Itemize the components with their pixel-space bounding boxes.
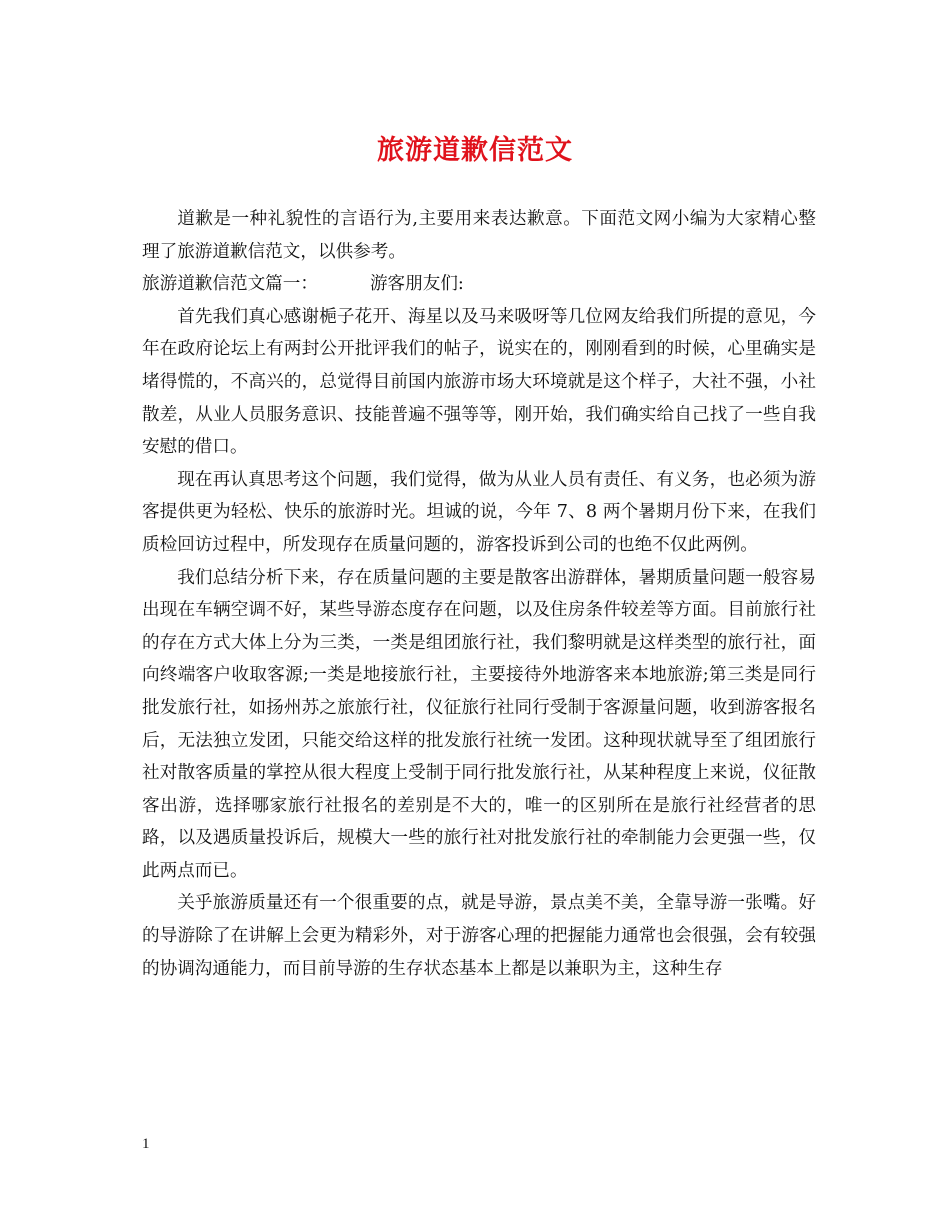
body-paragraph-4: 关乎旅游质量还有一个很重要的点，就是导游，景点美不美，全靠导游一张嘴。好的导游除了在讲解上会更为精彩外，对于游客心理的把握能力通常也会很强，会有较强的协调沟通能力，而目前导游的生存状态基本上都是以兼职为主，这种生存 [142, 893, 816, 979]
body-paragraph-1: 首先我们真心感谢梔子花开、海星以及马来吸呀等几位网友给我们所提的意见，今年在政府论坛上有两封公开批评我们的帖子，说实在的，刚刚看到的时候，心里确实是堵得慌的，不高兴的，总觉得目前国内旅游市场大环境就是这个样子，大社不强，小社散差，从业人员服务意识、技能普遍不强等等，刚开始，我们确实给自己找了一些自我安慰的借口。 [142, 306, 816, 458]
section-heading: 旅游道歉信范文篇一： [142, 274, 318, 295]
body-paragraph-3: 我们总结分析下来，存在质量问题的主要是散客出游群体，暑期质量问题一般容易出现在车辆空调不好，某些导游态度存在问题，以及住房条件较差等方面。目前旅行社的存在方式大体上分为三类，一类是组团旅行社，我们黎明就是这样类型的旅行社，面向终端客户收取客源;一类是地接旅行社，主要接待外地游客来本地旅游;第三类是同行批发旅行社，如扬州苏之旅旅行社，仪征旅行社同行受制于客源量问题，收到游客报名后，无法独立发团，只能交给这样的批发旅行社统一发团。这种现状就导至了组团旅行社对散客质量的掌控从很大程度上受制于同行批发旅行社，从某种程度上来说，仪征散客出游，选择哪家旅行社报名的差别是不大的，唯一的区别所在是旅行社经营者的思路，以及遇质量投诉后，规模大一些的旅行社对批发旅行社的牵制能力会更强一些，仅此两点而已。 [142, 567, 816, 881]
page-title: 旅游道歉信范文 [377, 135, 573, 166]
salutation: 游客朋友们: [369, 274, 464, 295]
page-number: 1 [142, 1136, 150, 1152]
section-heading-line [142, 268, 816, 301]
body-paragraph-2: 现在再认真思考这个问题，我们觉得，做为从业人员有责任、有义务，也必须为游客提供更为轻松、快乐的旅游时光。坦诚的说，今年 7、8 两个暑期月份下来，在我们质检回访过程中，所发现存在质量问题的，游客投诉到公司的也绝不仅此两例。 [142, 469, 816, 555]
intro-paragraph: 道歉是一种礼貌性的言语行为,主要用来表达歉意。下面范文网小编为大家精心整理了旅游道歉信范文，以供参考。 [142, 209, 816, 262]
document-body [142, 203, 816, 985]
